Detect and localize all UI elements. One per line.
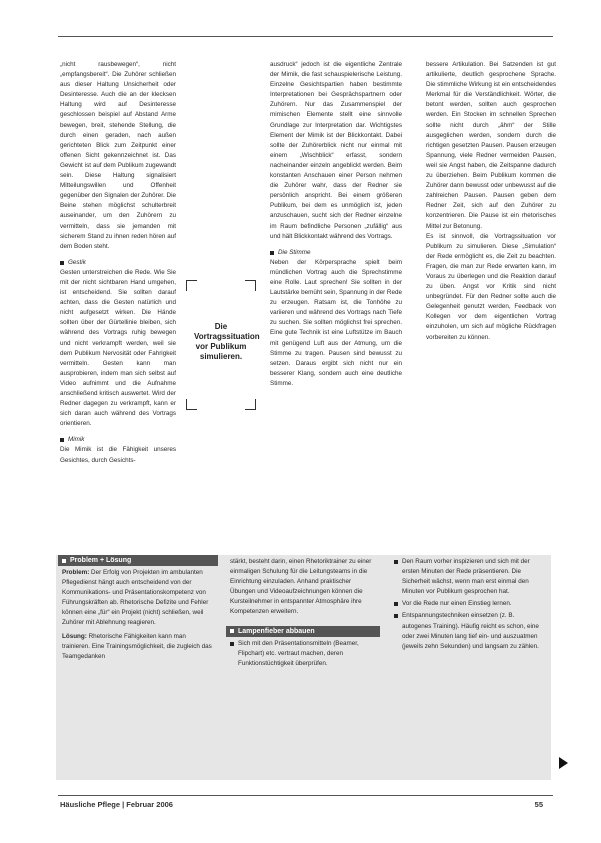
square-bullet-icon xyxy=(62,559,66,563)
next-page-arrow-icon xyxy=(559,757,568,769)
square-bullet-icon xyxy=(394,560,398,564)
corner-bracket xyxy=(186,280,197,291)
info-box-body xyxy=(58,566,218,664)
problem-text: Der Erfolg von Projekten im ambulanten Pflegedienst hängt auch entscheidend von der Kommunikations- und Präsentationskompetenz von Führungskräften ab. Rhetorische Defizite und Fehler können eine „für“ ein Projekt (nicht) schließen, weil Zuhörer mit Ablehnung reagieren. xyxy=(62,569,209,627)
corner-bracket xyxy=(186,399,197,410)
square-bullet-icon xyxy=(60,261,64,265)
info-box xyxy=(56,555,551,780)
bottom-rule xyxy=(58,795,553,796)
info-box-body xyxy=(390,555,544,656)
problem-label: Problem: xyxy=(62,569,90,576)
info-box-body xyxy=(226,637,380,673)
body-paragraph: „nicht rausbewegen“, nicht „empfangsbereit“. Die Zuhörer schließen aus dieser Haltung Unsicherheit oder Desinteresse. Auch die an der klecksen Haltung wird auf Desinteresse geschlossen beispiel auf Abstand Arme bewegen, breit, stehende Stellung, die durch einen geraden, nach außen gerichteten Blick zum Zeitpunkt einer offenen Sicht gekennzeichnet ist. Das Gewicht ist auf dem Publikum zugewandt sein. Diese Haltung signalisiert Mitteilungswillen und Offenheit gegenüber den Signalen der Zuhörer. Die Beine stehen möglichst schulterbreit auseinander, um den Zuhörern zu vermitteln, dass sie jemanden mit sicherem Stand zu ihnen reden hören auf dem Boden steht. xyxy=(60,61,176,250)
section-heading-mimik: Mimik xyxy=(60,435,176,445)
column-3 xyxy=(426,60,556,343)
info-box-body xyxy=(226,555,380,626)
info-box-heading: Lampenfieber abbauen xyxy=(226,626,380,637)
solution-label: Lösung: xyxy=(62,632,87,640)
body-paragraph: bessere Artikulation. Bei Satzenden ist gut artikulierte, deutlich gesprochene Sprache. Die stimmliche Wirkung ist ein entscheidendes Merkmal für die Verständlichkeit. Wörter, die betont werden, sollten auch gesprochen werden. Ein Stocken im schnellen Sprechen sollte nicht durch „ähm“ der Stille ausgeglichen werden, sondern durch die richtigen gesetzten Pausen. Pausen erzeugen Spannung, viele Redner vermeiden Pausen, weil sie Angst haben, die Zeitspanne dadurch zu überziehen. Beim Publikum kommen die Zuhörer dann bewusst oder unbewusst auf die zahlreichen Pausen. Pausen geben dem Redner Zeit, sich auf den Zuhörer zu konzentrieren. Die Pause ist ein rhetorisches Mittel zur Betonung. xyxy=(426,61,556,230)
corner-bracket xyxy=(245,399,256,410)
info-paragraph: stärkt, besteht darin, einen Rhetoriktrainer zu einer einmaligen Schulung für die Leitungsteams in die Einrichtung einzuladen. Anhand praktischer Übungen und Videoaufzeichnungen können die Kursteilnehmer in entspannter Atmosphäre ihre Kompetenzen erweitern. xyxy=(230,558,372,616)
problem-paragraph xyxy=(62,568,214,629)
list-item: Vor die Rede nur einen Einstieg lernen. xyxy=(394,599,540,609)
square-bullet-icon xyxy=(230,642,234,646)
footer-publication: Häusliche Pflege | Februar 2006 xyxy=(60,800,173,809)
info-box-column-3 xyxy=(390,555,544,656)
pull-quote xyxy=(186,280,260,410)
info-box-column-1 xyxy=(58,555,218,664)
column-2 xyxy=(270,60,402,389)
square-bullet-icon xyxy=(230,629,234,633)
list-item: Den Raum vorher inspizieren und sich mit der ersten Minuten der Rede präsentieren. Die Sicherheit wächst, wenn man erst einmal den Minuten vor Publikum gesprochen hat. xyxy=(394,557,540,597)
corner-bracket xyxy=(245,280,256,291)
list-item: Entspannungstechniken einsetzen (z. B. autogenes Training). Häufig reicht es schon, eine oder zwei Minuten lang tief ein- und auszuatmen (jeweils zehn Sekunden) und langsam zu zählen. xyxy=(394,611,540,651)
body-paragraph: Gesten unterstreichen die Rede. Wie Sie mit der nicht sichtbaren Hand umgehen, ist entscheidend. Sie sollten darauf achten, dass die Gesten natürlich und nicht aufgesetzt wirken. Die Hände sollten über der Gürtellinie bleiben, sich während des Vortrags ruhig bewegen und nicht verkrampft werden, weil sie dem Publikum Nervosität oder Fahrigkeit vermitteln. Gesten kann man ausprobieren, indem man sich selbst auf Video aufnimmt und die Aufnahme anschließend kritisch auswertet. Wird der Redner dagegen zu verkrampft, kann er sich daran auch während des Vortrags orientieren. xyxy=(60,268,176,428)
section-heading-stimme: Die Stimme xyxy=(270,248,402,258)
body-paragraph: Neben der Körpersprache spielt beim mündlichen Vortrag auch die Sprechstimme eine Rolle. Laut sprechen! Sie sollten in der Lautstärke bemüht sein, Spannung in der Rede zu erzeugen. Ratsam ist, die Tonhöhe zu variieren und während des Vortrags nach Tiefe zu suchen. Sie sollten möglichst frei sprechen. Eine gute Technik ist eine Luftstütze im Bauch mit genügend Luft aus der Atmung, um die Stimme zu tragen. Pausen sind bewusst zu setzen. Daraus ergibt sich nicht nur ein besserer Klang, sondern auch eine deutliche Stimme. xyxy=(270,258,402,387)
square-bullet-icon xyxy=(394,602,398,606)
section-heading-gestik: Gestik xyxy=(60,258,176,268)
square-bullet-icon xyxy=(60,438,64,442)
info-box-heading: Problem + Lösung xyxy=(58,555,218,566)
body-paragraph: ausdruck“ jedoch ist die eigentliche Zentrale der Mimik, die fast schauspielerische Leistung. Einzelne Gesichtspartien haben bestimmte Interpretationen bei Gesprächspartnern oder Zuhörern. Nur das Zusammenspiel der mimischen Elemente stellt eine sinnvolle Grundlage zur Interpretation dar. Wichtigstes Element der Mimik ist der Blickkontakt. Dabei sollte der Zuhörerblick nicht nur einmal mit einem „Wischblick“ erfasst, sondern nacheinander einzeln angeblickt werden. Beim konstanten Anschauen einer Person nehmen die Zuhörer wahr, dass der Redner sie persönlich anspricht. Bei einem größeren Publikum, bei dem es unmöglich ist, jeden anzuschauen, sucht sich der Redner einzelne im Raum befindliche Personen „zufällig“ aus und hält Blickkontakt während des Vortrags. xyxy=(270,61,402,240)
square-bullet-icon xyxy=(394,614,398,618)
top-rule xyxy=(58,36,553,37)
page-number: 55 xyxy=(534,800,543,809)
body-paragraph: Die Mimik ist die Fähigkeit unseres Gesichtes, durch Gesichts- xyxy=(60,446,176,464)
solution-paragraph xyxy=(62,632,214,662)
list-item: Sich mit den Präsentationsmitteln (Beamer, Flipchart) etc. vertraut machen, deren Funktionstüchtigkeit überprüfen. xyxy=(230,639,376,669)
body-paragraph: Es ist sinnvoll, die Vortragssituation vor Publikum zu simulieren. Diese „Simulation“ der Rede ermöglicht es, die Zeit zu beachten. Fragen, die man zur Rede erwarten kann, im Voraus zu überlegen und die Reaktion darauf zu üben. Angst vor Kritik sind nicht unbegründet. Für den Redner sollte auch die Gelegenheit genutzt werden, Feedback von Kollegen vor dem eigentlichen Vortrag einzuholen, um sich auf mögliche Rückfragen vorbereiten zu können. xyxy=(426,232,556,341)
pull-quote-text: Die Vortragssituation vor Publikum simulieren. xyxy=(194,322,260,361)
square-bullet-icon xyxy=(270,251,274,255)
column-1 xyxy=(60,60,176,466)
info-box-column-2 xyxy=(226,555,380,673)
solution-text: Rhetorische Fähigkeiten kann man trainieren. Eine Trainingsmöglichkeit, die zugleich das Teamgedanken xyxy=(62,632,212,660)
